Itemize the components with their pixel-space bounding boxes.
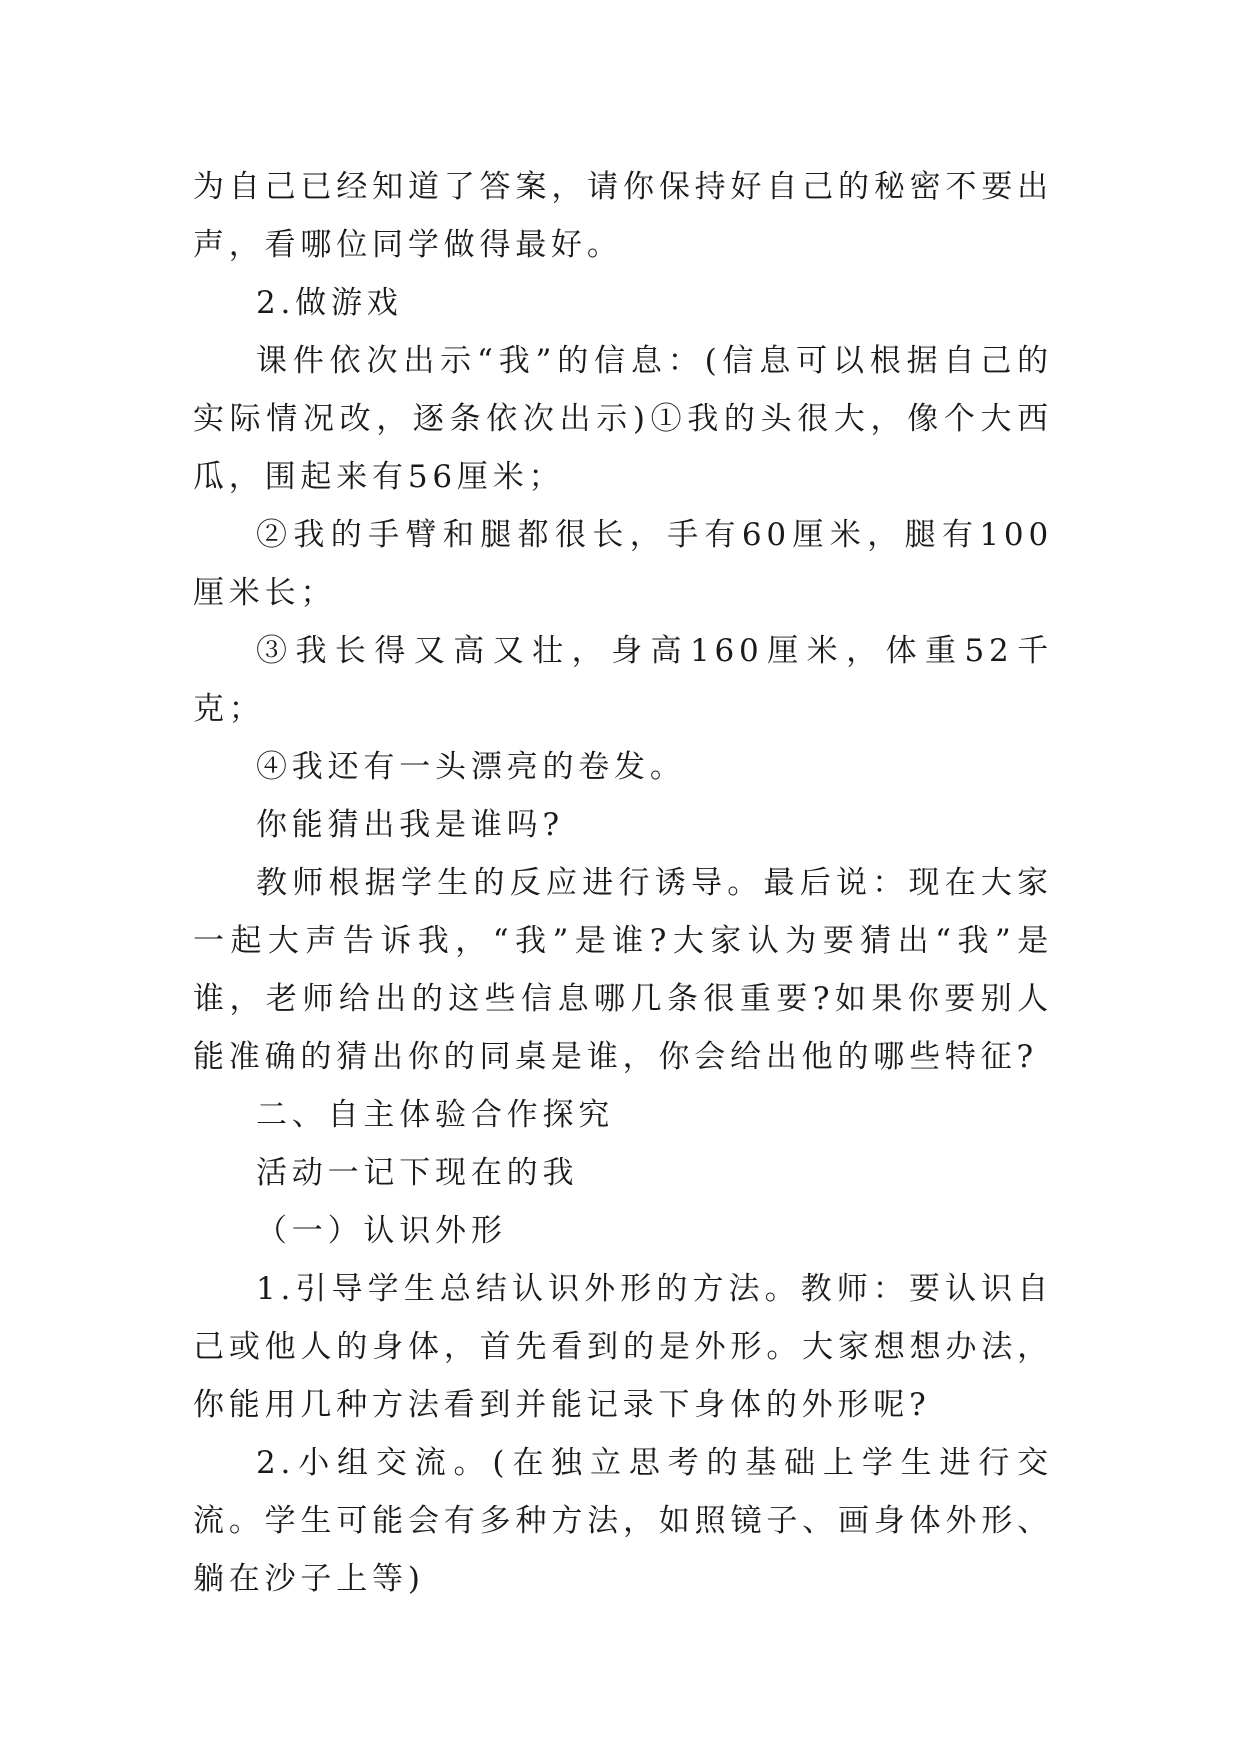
- paragraph-clue-4: ④我还有一头漂亮的卷发。: [256, 749, 686, 785]
- paragraph-intro: 为自己已经知道了答案，请你保持好自己的秘密不要出声，看哪位同学做得最好。: [193, 169, 1053, 263]
- document-page: [193, 158, 1053, 1608]
- paragraph-clue-3: ③我长得又高又壮，身高160厘米，体重52千克；: [193, 633, 1053, 727]
- paragraph-courseware-info: 课件依次出示“我”的信息：(信息可以根据自己的实际情况改，逐条依次出示)①我的头很大，像个大西瓜，围起来有56厘米；: [193, 343, 1053, 495]
- heading-subsection-one: （一）认识外形: [256, 1213, 507, 1249]
- heading-section-two: 二、自主体验合作探究: [256, 1097, 615, 1133]
- heading-play-game: 2.做游戏: [256, 285, 403, 321]
- paragraph-method-guidance: 1.引导学生总结认识外形的方法。教师：要认识自己或他人的身体，首先看到的是外形。大家想想办法，你能用几种方法看到并能记录下身体的外形呢?: [193, 1271, 1053, 1423]
- paragraph-teacher-guidance: 教师根据学生的反应进行诱导。最后说：现在大家一起大声告诉我，“我”是谁?大家认为要猜出“我”是谁，老师给出的这些信息哪几条很重要?如果你要别人能准确的猜出你的同桌是谁，你会给出他的哪些特征?: [193, 865, 1053, 1075]
- paragraph-group-exchange: 2.小组交流。(在独立思考的基础上学生进行交流。学生可能会有多种方法，如照镜子、画身体外形、躺在沙子上等): [193, 1445, 1053, 1597]
- paragraph-question: 你能猜出我是谁吗?: [256, 807, 564, 843]
- paragraph-clue-2: ②我的手臂和腿都很长，手有60厘米，腿有100厘米长；: [193, 517, 1053, 611]
- heading-activity-one: 活动一记下现在的我: [256, 1155, 579, 1191]
